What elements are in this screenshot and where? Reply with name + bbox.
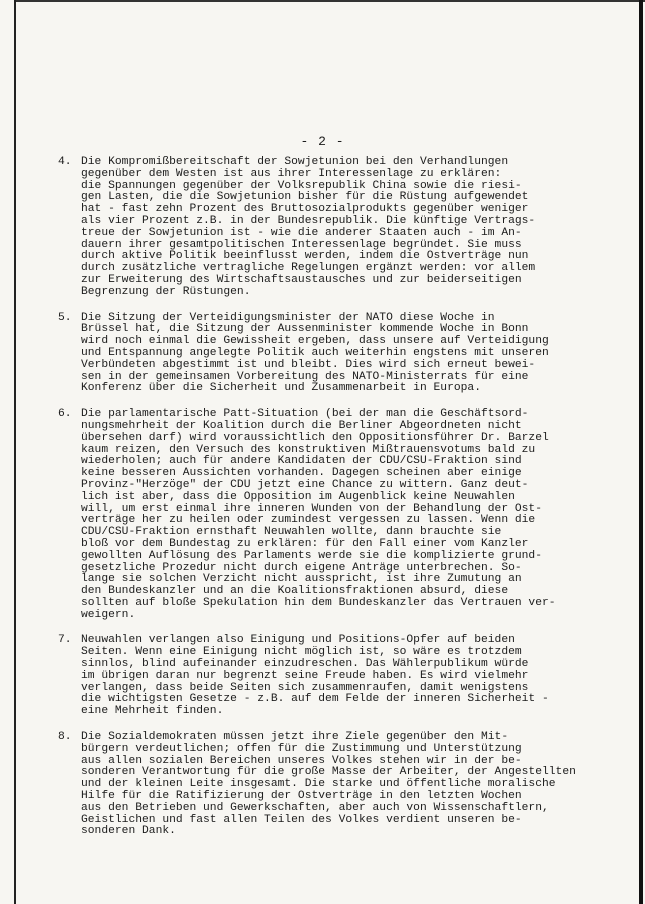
paragraph-line: eine Mehrheit finden.	[81, 705, 224, 718]
paragraph-line: Die Sitzung der Verteidigungsminister der NATO diese Woche in	[81, 311, 495, 324]
paragraph-line: bürgern verdeutlichen; offen für die Zustimmung und Unterstützung	[81, 742, 522, 755]
paragraph-line: weigern.	[81, 608, 136, 621]
paragraph-line: Die Sozialdemokraten müssen jetzt ihre Ziele gegenüber den Mit-	[81, 731, 509, 744]
paragraph-5	[58, 311, 612, 396]
paragraph-line: sinnlos, blind aufeinander einzudreschen. Das Wählerpublikum würde	[81, 658, 529, 671]
paragraph-line: lange sie solchen Verzicht nicht ausspricht, ist ihre Zumutung an	[81, 573, 522, 586]
paragraph-line: treue der Sowjetunion ist - wie die anderer Staaten auch - im An-	[81, 226, 522, 239]
paragraph-line: durch zusätzliche vertragliche Regelungen ergänzt werden: vor allem	[81, 262, 536, 275]
paragraph-line: Hilfe für die Ratifizierung der Ostverträge in den letzten Wochen	[81, 790, 522, 803]
paragraph-line: lich ist aber, dass die Opposition im Augenblick keine Neuwahlen	[81, 490, 515, 503]
paragraph-line: sollten auf bloße Spekulation hin dem Bundeskanzler das Vertrauen ver-	[81, 596, 556, 609]
paragraph-line: Die parlamentarische Patt-Situation (bei der man die Geschäftsord-	[81, 408, 529, 421]
paragraph-line: Provinz-"Herzöge" der CDU jetzt eine Chance zu wittern. Ganz deut-	[81, 478, 529, 491]
paragraph-line: im übrigen daran nur begrenzt seine Freude haben. Es wird vielmehr	[81, 669, 529, 682]
paragraph-number: 4.	[58, 156, 72, 168]
paragraph-line: Brüssel hat, die Sitzung der Aussenminister kommende Woche in Bonn	[81, 323, 529, 336]
page-edge-top	[14, 0, 645, 2]
paragraph-line: durch aktive Politik beeinflusst werden, indem die Ostverträge nun	[81, 250, 529, 263]
paragraph-line: gegenüber dem Westen ist aus ihrer Interessenlage zu erklären:	[81, 167, 502, 180]
paragraph-number: 6.	[58, 408, 72, 421]
paragraph-line: sonderen Verantwortung für die große Masse der Arbeiter, der Angestellten	[81, 766, 576, 779]
paragraph-line: Konferenz über die Sicherheit und Zusammenarbeit in Europa.	[81, 382, 481, 395]
paragraph-line: den Bundeskanzler und an die Koalitionsfraktionen absurd, diese	[81, 585, 509, 598]
paragraph-line: gesetzliche Prozedur nicht durch eigene Anträge unterbrechen. So-	[81, 561, 522, 574]
paragraph-number: 7.	[58, 634, 72, 647]
page-number: - 2 -	[300, 134, 345, 149]
paragraph-line: und Entspannung angelegte Politik auch weiterhin engstens mit unseren	[81, 346, 549, 359]
paragraph-7	[58, 634, 612, 718]
paragraph-line: sonderen Dank.	[81, 825, 176, 838]
paragraph-line: als vier Prozent z.B. in der Bundesrepublik. Die künftige Vertrags-	[81, 214, 536, 227]
paragraph-line: Seiten. Wenn eine Einigung nicht möglich ist, so wäre es trotzdem	[81, 646, 522, 659]
paragraph-line: verträge her zu heilen oder zumindest vergessen zu lassen. Wenn die	[81, 514, 536, 527]
paragraph-line: wiederholen; auch für andere Kandidaten der CDU/CSU-Fraktion sind	[81, 455, 522, 468]
paragraph-number: 8.	[58, 731, 72, 744]
paragraph-line: keine besseren Aussichten vorhanden. Dagegen scheinen aber einige	[81, 467, 522, 480]
paragraph-line: Geistlichen und fast allen Teilen des Volkes verdient unseren be-	[81, 813, 522, 826]
paragraph-line: Neuwahlen verlangen also Einigung und Positions-Opfer auf beiden	[81, 634, 515, 647]
paragraph-line: verlangen, dass beide Seiten sich zusammenraufen, damit wenigstens	[81, 681, 529, 694]
paragraph-line: bloß vor dem Bundestag zu erklären: für den Fall einer vom Kanzler	[81, 537, 529, 550]
paragraph-line: gen Lasten, die die Sowjetunion bisher für die Rüstung aufgewendet	[81, 191, 529, 204]
paragraph-6	[58, 408, 612, 621]
paragraph-line: und der kleinen Leite insgesamt. Die starke und öffentliche moralische	[81, 778, 556, 791]
paragraph-line: hat - fast zehn Prozent des Bruttosozialprodukts gegenüber weniger	[81, 203, 529, 216]
paragraph-line: aus den Betrieben und Gewerkschaften, aber auch von Wissenschaftlern,	[81, 801, 549, 814]
paragraph-line: Verbündeten abgestimmt ist und bleibt. Dies wird sich erneut bewei-	[81, 358, 536, 371]
paragraph-line: Begrenzung der Rüstungen.	[81, 285, 251, 298]
paragraph-number: 5.	[58, 311, 72, 324]
paragraph-line: will, um erst einmal ihre inneren Wunden von der Behandlung der Ost-	[81, 502, 542, 515]
paragraph-line: sen in der gemeinsamen Vorbereitung des NATO-Ministerrats für eine	[81, 370, 529, 383]
paragraph-line: nungsmehrheit der Koalition durch die Berliner Abgeordneten nicht	[81, 419, 522, 432]
paragraph-4	[58, 156, 612, 299]
paragraph-line: gewollten Auflösung des Parlaments werde sie die komplizierte grund-	[81, 549, 542, 562]
paragraph-line: dauern ihrer gesamtpolitischen Interessenlage begründet. Sie muss	[81, 238, 522, 251]
paragraph-line: übersehen darf) wird voraussichtlich den Oppositionsführer Dr. Barzel	[81, 431, 549, 444]
paragraph-line: aus allen sozialen Bereichen unseres Volkes stehen wir in der be-	[81, 754, 522, 767]
paragraph-line: kaum reizen, den Versuch des konstruktiven Mißtrauensvotums bald zu	[81, 443, 536, 456]
paragraph-8	[58, 731, 612, 838]
paragraph-line: die Spannungen gegenüber der Volksrepublik China sowie die riesi-	[81, 179, 522, 192]
paragraph-line: die wichtigsten Gesetze - z.B. auf dem Felde der inneren Sicherheit -	[81, 693, 549, 706]
paragraph-line: zur Erweiterung des Wirtschaftsaustausches und zur beiderseitigen	[81, 273, 522, 286]
paragraph-line: CDU/CSU-Fraktion ernsthaft Neuwahlen wollte, dann brauchte sie	[81, 526, 502, 539]
paragraph-line: Die Kompromißbereitschaft der Sowjetunion bei den Verhandlungen	[81, 156, 509, 168]
paragraph-line: wird noch einmal die Gewissheit ergeben, dass unsere auf Verteidigung	[81, 335, 549, 348]
numbered-paragraphs	[58, 156, 612, 852]
